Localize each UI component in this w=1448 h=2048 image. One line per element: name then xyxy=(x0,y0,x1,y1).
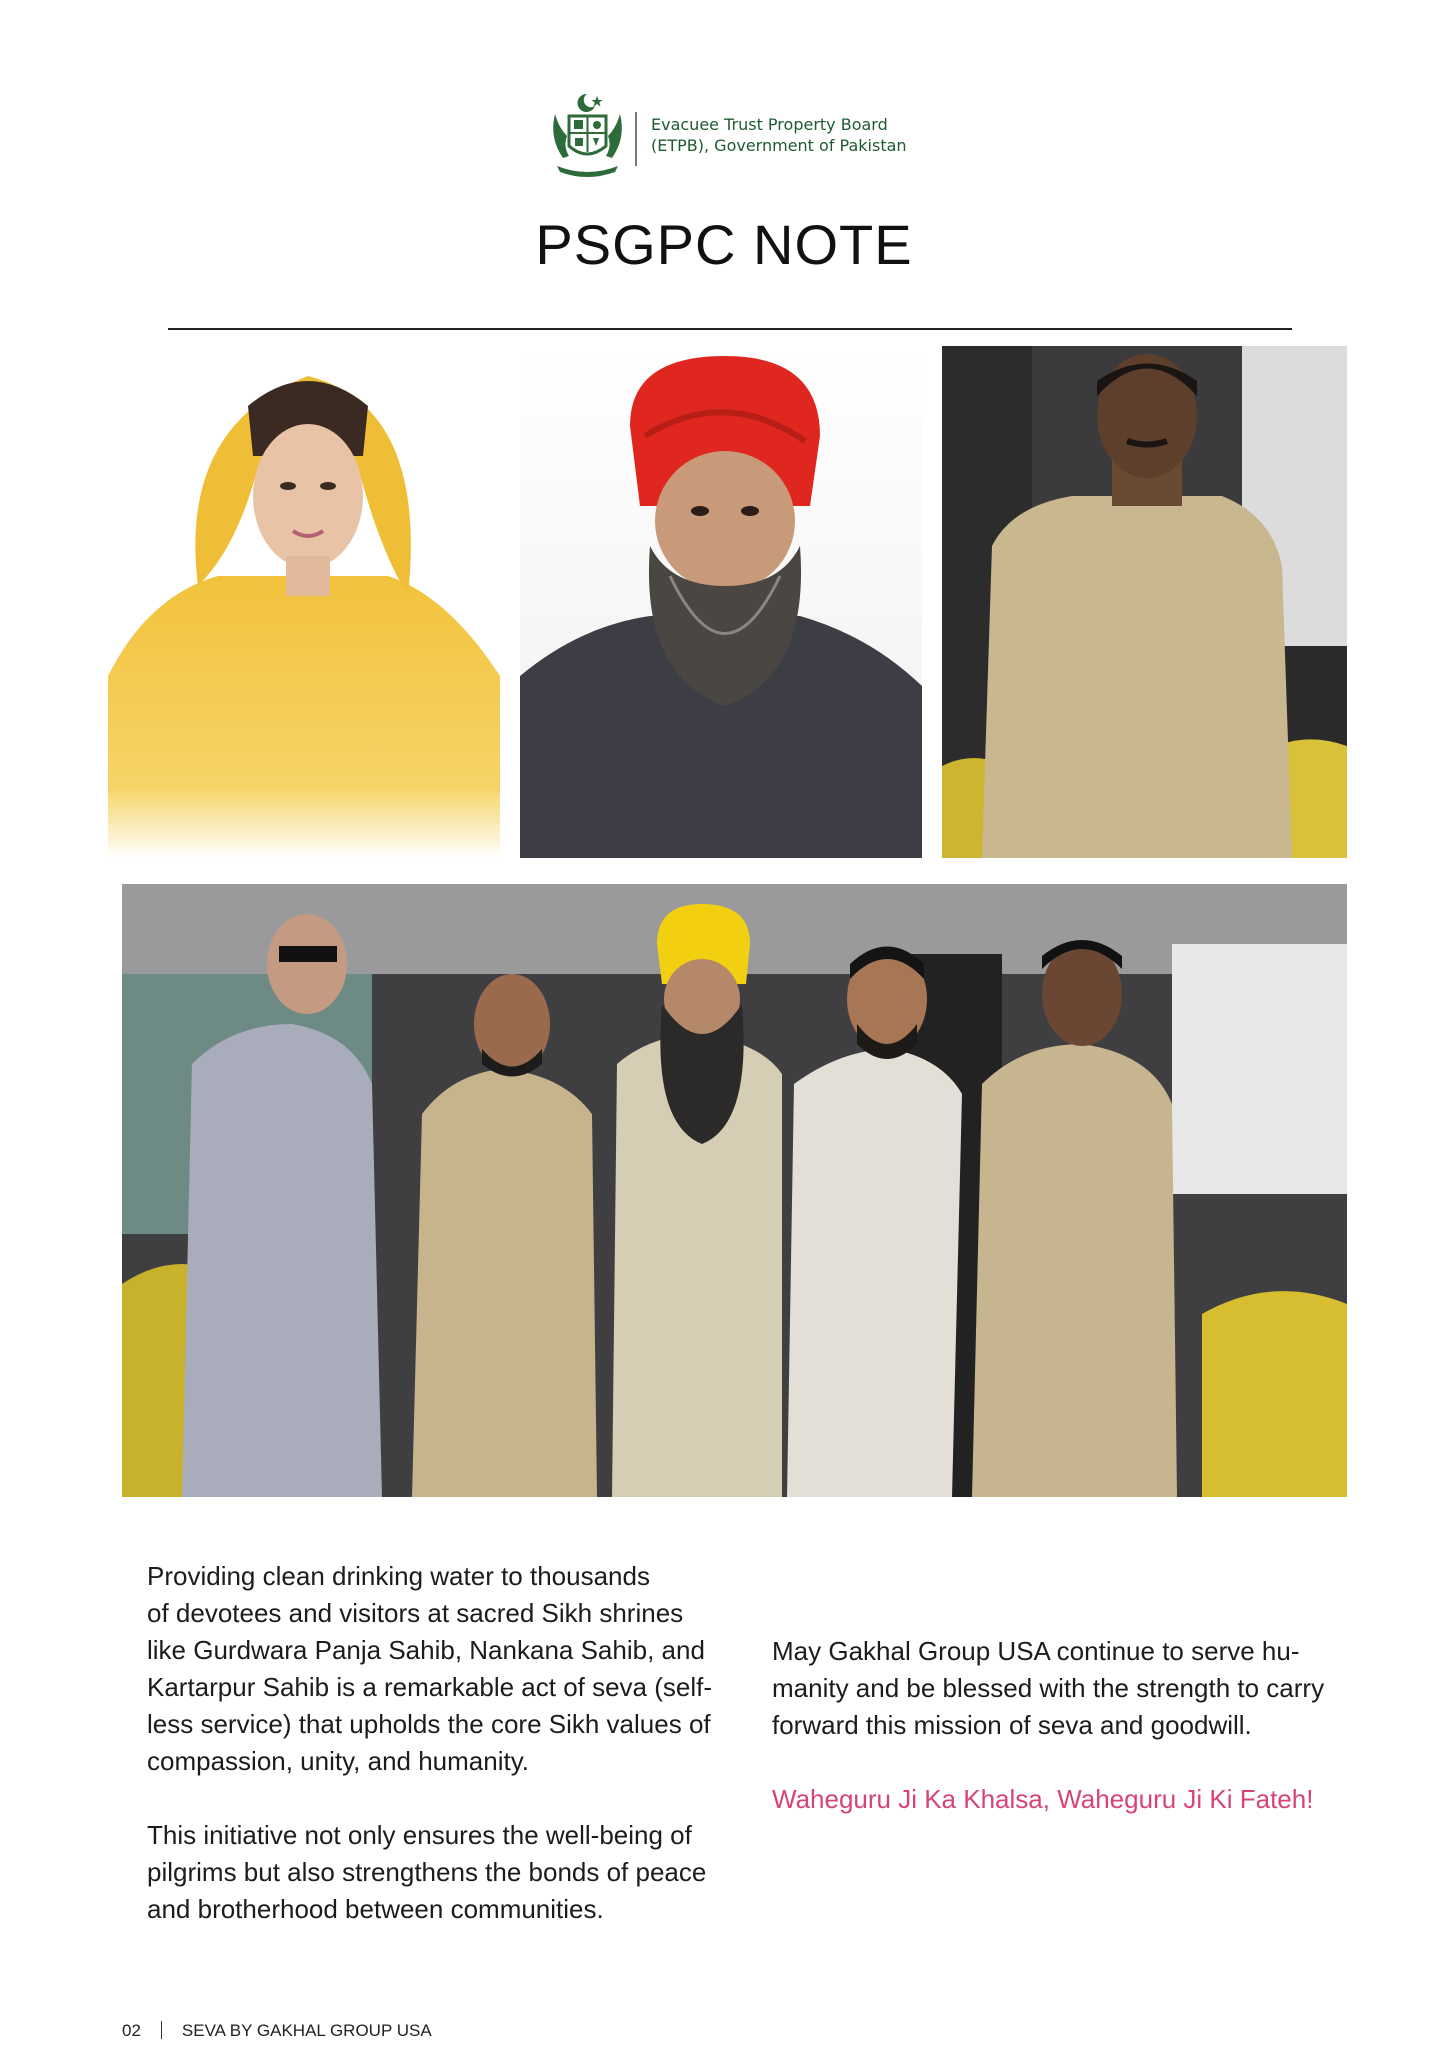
body-line: forward this mission of seva and goodwill. xyxy=(772,1710,1252,1740)
portrait-photo-man-red-turban xyxy=(520,346,922,858)
body-line: manity and be blessed with the strength to carry xyxy=(772,1673,1325,1703)
body-line: of devotees and visitors at sacred Sikh shrines xyxy=(147,1598,684,1628)
body-line: This initiative not only ensures the well-being of xyxy=(147,1820,692,1850)
body-line: less service) that upholds the core Sikh values of xyxy=(147,1709,711,1739)
paragraph-spacer xyxy=(772,1744,1372,1781)
footer xyxy=(122,2021,432,2041)
body-paragraph-3 xyxy=(772,1633,1372,1744)
header-divider xyxy=(635,112,637,166)
portrait-photo-man-beige-suit xyxy=(942,346,1347,858)
group-photo xyxy=(122,884,1347,1497)
body-line: May Gakhal Group USA continue to serve hu- xyxy=(772,1636,1300,1666)
org-name xyxy=(651,114,907,156)
paragraph-spacer xyxy=(147,1780,747,1817)
body-right-column xyxy=(772,1633,1372,1818)
title-rule xyxy=(168,328,1292,330)
body-left-column xyxy=(147,1558,747,1928)
org-name-line-1: Evacuee Trust Property Board xyxy=(651,115,888,134)
body-line: Kartarpur Sahib is a remarkable act of seva (self- xyxy=(147,1672,713,1702)
org-name-line-2: (ETPB), Government of Pakistan xyxy=(651,136,907,155)
portrait-photo-woman xyxy=(108,346,500,858)
page-title: PSGPC NOTE xyxy=(535,213,913,276)
page-number: 02 xyxy=(122,2021,141,2040)
body-line: like Gurdwara Panja Sahib, Nankana Sahib, and xyxy=(147,1635,705,1665)
closing-blessing: Waheguru Ji Ka Khalsa, Waheguru Ji Ki Fateh! xyxy=(772,1784,1314,1814)
body-line: Providing clean drinking water to thousands xyxy=(147,1561,650,1591)
publication-name: SEVA BY GAKHAL GROUP USA xyxy=(181,2021,432,2040)
body-line: compassion, unity, and humanity. xyxy=(147,1746,530,1776)
pakistan-state-emblem-icon xyxy=(545,88,630,178)
footer-separator xyxy=(161,2021,162,2039)
header xyxy=(545,88,965,178)
body-line: and brotherhood between communities. xyxy=(147,1894,604,1924)
body-line: pilgrims but also strengthens the bonds of peace xyxy=(147,1857,707,1887)
